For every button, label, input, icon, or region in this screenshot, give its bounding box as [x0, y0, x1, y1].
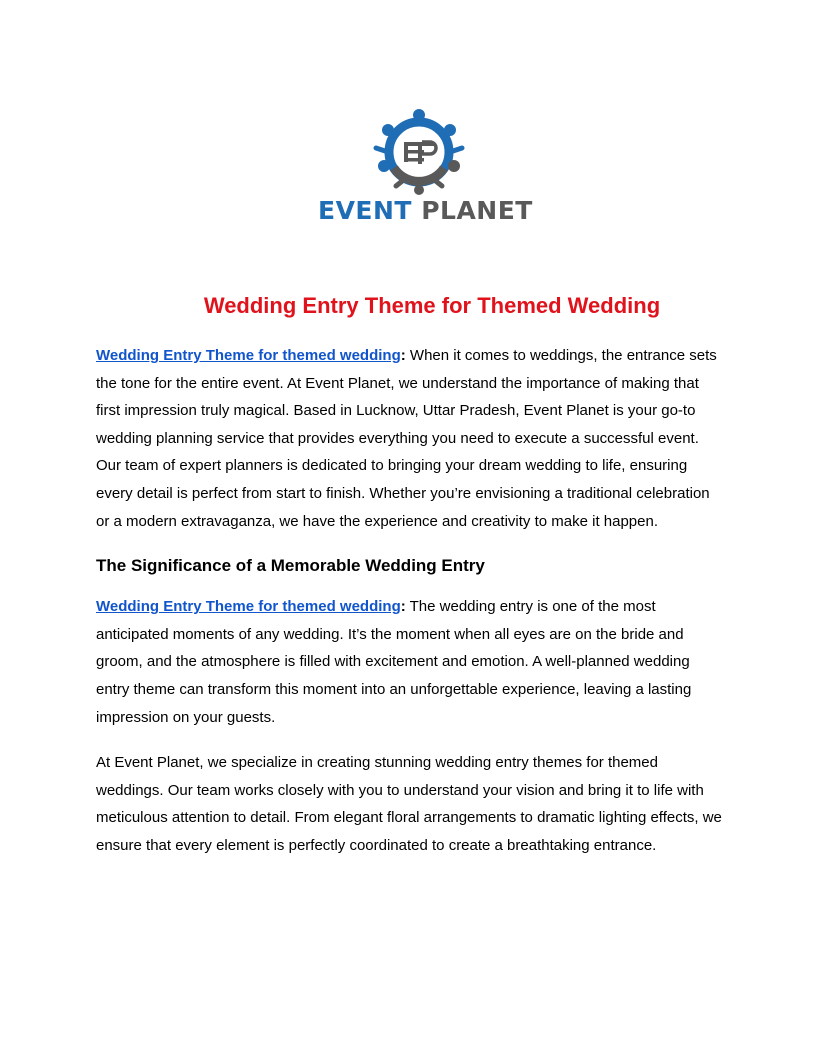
intro-paragraph-text: When it comes to weddings, the entrance sets the tone for the entire event. At Event Planet, we understand the importance of making that first impression truly magical. Based in Lucknow, Uttar Pradesh, Event Planet is your go-to wedding planning service that provides everything you need to execute a successful event. Our team of expert planners is dedicated to bringing your dream wedding to life, ensuring every detail is perfect from start to finish. Whether you’re envisioning a traditional celebration or a modern extravaganza, we have the experience and creativity to make it happen. [96, 347, 717, 530]
logo-wordmark [318, 196, 533, 226]
page-title: Wedding Entry Theme for Themed Wedding [203, 293, 661, 318]
significance-paragraph [96, 593, 726, 731]
keyword-link-1[interactable]: Wedding Entry Theme for themed wedding [96, 347, 401, 364]
event-planet-logo-icon [318, 108, 520, 196]
logo-text-planet: PLANET [421, 196, 533, 225]
logo [318, 108, 533, 228]
link-colon-1: : [400, 347, 406, 364]
article-body [96, 342, 726, 878]
keyword-link-2[interactable]: Wedding Entry Theme for themed wedding [96, 598, 401, 616]
section-heading: The Significance of a Memorable Wedding Entry [96, 556, 485, 576]
specialize-paragraph: At Event Planet, we specialize in creating stunning wedding entry themes for themed weddings. Our team works closely with you to understand your vision and bring it to life with meticulous attention to detail. From elegant floral arrangements to dramatic lighting effects, we ensure that every element is perfectly coordinated to create a breathtaking entrance. [96, 754, 722, 854]
link-colon-2: : [400, 598, 406, 616]
intro-paragraph [96, 342, 726, 535]
significance-paragraph-text: The wedding entry is one of the most anticipated moments of any wedding. It’s the moment when all eyes are on the bride and groom, and the atmosphere is filled with excitement and emotion. A well-planned wedding entry theme can transform this moment into an unforgettable experience, leaving a lasting impression on your guests. [96, 598, 692, 726]
logo-text-event: EVENT [318, 196, 412, 225]
